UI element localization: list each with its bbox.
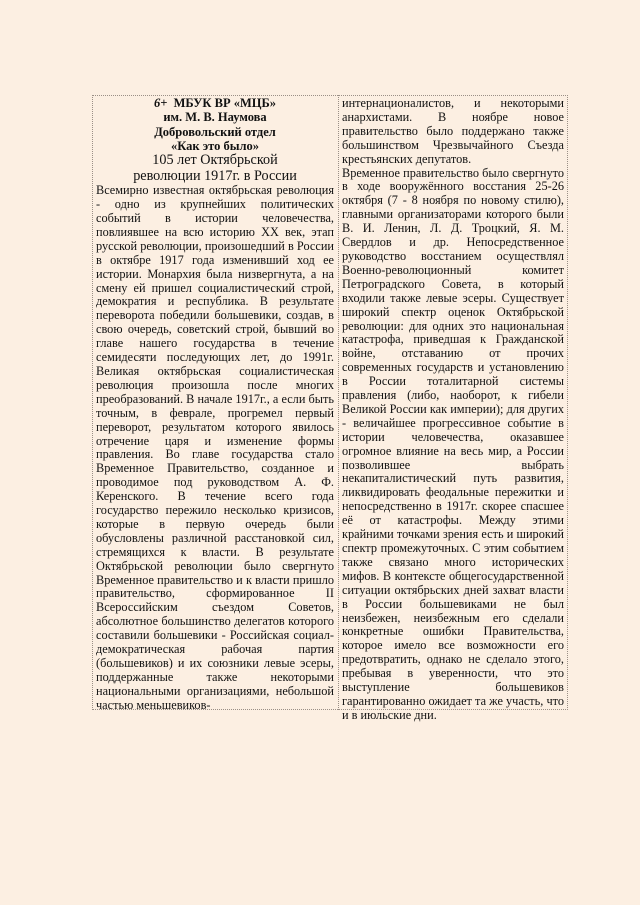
article-title-line2: революции 1917г. в России xyxy=(133,167,297,184)
body-paragraph-left: Всемирно известная октябрьская революция - одно из крупнейших политических событий в истории человечества, повлиявшее на всю историю XX век, этап русской революции, произошедший в России в октябре 1917 года изменивший ход ее истории. Монархия была низвергнута, а на смену ей пришел социалистический строй, демократия и республика. В результате переворота победили большевики, создав, в свою очередь, советский строй, бывший во главе нашего государства в течение семидесяти последующих лет, до 1991г. Великая октябрьская социалистическая революция произошла после многих преобразований. В начале 1917г., а если быть точным, в феврале, прогремел первый переворот, результатом которого явилось отречение царя и изменение формы правления. Во главе государства стало Временное Правительство, созданное и проводимое под руководством А. Ф. Керенского. В течение всего года государство пережило несколько кризисов, которые в первую очередь были обусловлены различной расстановкой сил, стремящихся к власти. В результате Октябрьской революции было свергнуто Временное правительство и к власти пришло правительство, сформированное II Всероссийским съездом Советов, абсолютное большинство делегатов которого составили большевики - Российская социал-демократическая рабочая партия (большевиков) и их союзники левые эсеры, поддержанные также некоторыми национальными организациями, небольшой частью меньшевиков- xyxy=(96,183,334,712)
age-rating: 6+ xyxy=(154,96,168,110)
department-name: Добровольский отдел xyxy=(154,124,276,139)
body-paragraph-right-2: Временное правительство было свергнуто в ходе вооружённого восстания 25-26 октября (7 - 8 ноября по новому стилю), главными организаторами которого были В. И. Ленин, Л. Д. Троцкий, Я. М. Свердлов и др. Непосредственное руководство восстанием осуществлял Военно-революционный комитет Петроградского Совета, в который входили также левые эсеры. Существует широкий спектр оценок Октябрьской революции: для одних это национальная катастрофа, приведшая к Гражданской войне, отставанию от прочих современных государств и установлению в России тоталитарной системы правления (либо, наоборот, к гибели Великой России как империи); для других - величайшее прогрессивное событие в истории человечества, оказавшее огромное влияние на весь мир, а России позволившее выбрать некапиталистический путь развития, ликвидировать феодальные пережитки и непосредственно в 1917г. скорее спасшее её от катастрофы. Между этими крайними точками зрения есть и широкий спектр промежуточных. С этим событием также связано много исторических мифов. В контексте общегосударственной ситуации октябрьских дней захват власти в России большевиками не был неизбежен, неизбежным его сделали конкретные ошибки Правительства, которое имело все возможности его предотвратить, однако не сделало этого, пребывая в уверенности, что это выступление большевиков гарантированно ожидает та же участь, что и в июльские дни. xyxy=(342,165,564,722)
body-paragraph-right-1: интернационалистов, и некоторыми анархистами. В ноябре новое правительство было поддержано также большинством Чрезвычайного Съезда крестьянских депутатов. xyxy=(342,96,564,166)
right-column xyxy=(342,96,564,722)
article-title-line1: 105 лет Октябрьской xyxy=(152,152,278,169)
org-name: МБУК ВР «МЦБ» xyxy=(173,96,276,110)
column-divider xyxy=(338,95,339,710)
library-name: им. М. В. Наумова xyxy=(163,110,267,125)
rubric-title: «Как это было» xyxy=(170,138,259,153)
left-column xyxy=(96,96,334,712)
org-line xyxy=(96,96,334,110)
article-header xyxy=(96,96,334,184)
